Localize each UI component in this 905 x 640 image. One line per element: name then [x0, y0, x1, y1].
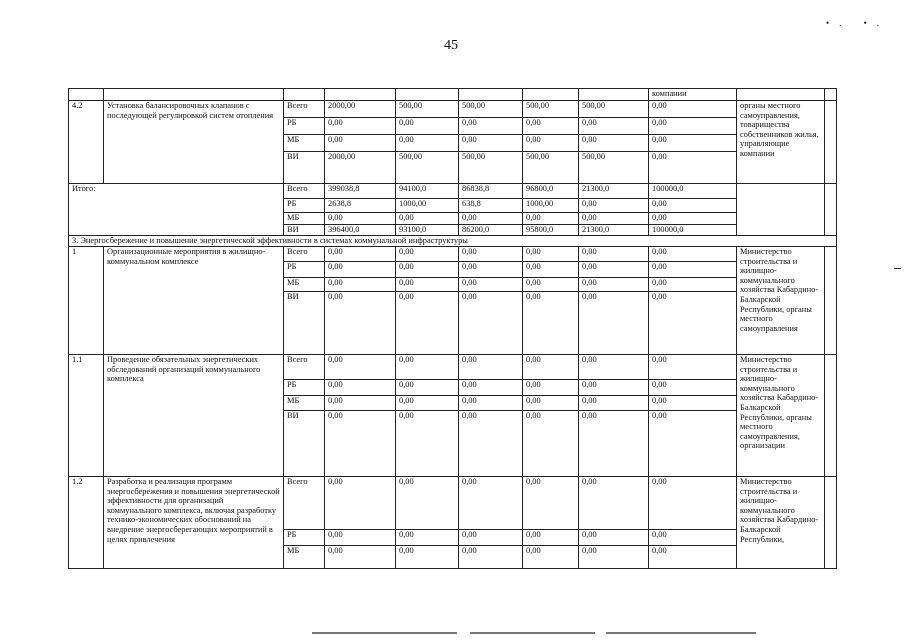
funding-source: МБ	[284, 278, 325, 292]
funding-source: Всего	[284, 247, 325, 262]
amount-cell: 0,00	[325, 262, 396, 278]
funding-source: РБ	[284, 199, 325, 213]
funding-source: МБ	[284, 396, 325, 411]
amount-cell: 0,00	[396, 380, 459, 396]
funding-source: ВИ	[284, 152, 325, 184]
item-number: 1.1	[69, 355, 104, 477]
empty-cell	[104, 89, 284, 101]
item-name: Проведение обязательных энергетических обследований организаций коммунального комплекса	[104, 355, 284, 477]
amount-cell: 0,00	[579, 278, 649, 292]
amount-cell: 0,00	[523, 477, 579, 530]
amount-cell: 0,00	[649, 247, 737, 262]
amount-cell: 0,00	[396, 118, 459, 135]
amount-cell: 500,00	[523, 101, 579, 118]
amount-cell: 0,00	[459, 411, 523, 477]
amount-cell: 0,00	[649, 530, 737, 546]
item-name: Установка балансировочных клапанов с последующей регулировкой систем отопления	[104, 101, 284, 184]
amount-cell: 0,00	[459, 135, 523, 152]
amount-cell: 96800,0	[523, 184, 579, 199]
amount-cell: 396400,0	[325, 225, 396, 236]
corner-marks: •. •.	[826, 18, 890, 28]
amount-cell: 0,00	[523, 135, 579, 152]
page-number: 45	[444, 38, 458, 53]
funding-source: РБ	[284, 118, 325, 135]
empty-cell	[459, 89, 523, 101]
empty-cell	[396, 89, 459, 101]
margin-mark	[894, 268, 901, 269]
amount-cell: 0,00	[579, 247, 649, 262]
amount-cell: 100000,0	[649, 225, 737, 236]
amount-cell: 0,00	[579, 135, 649, 152]
empty-cell	[737, 89, 825, 101]
funding-source: ВИ	[284, 225, 325, 236]
amount-cell: 0,00	[459, 278, 523, 292]
item-number: 1.2	[69, 477, 104, 569]
amount-cell: 0,00	[459, 477, 523, 530]
amount-cell: 0,00	[649, 262, 737, 278]
amount-cell: 0,00	[649, 411, 737, 477]
amount-cell: 0,00	[325, 477, 396, 530]
amount-cell: 94100,0	[396, 184, 459, 199]
amount-cell: 0,00	[649, 380, 737, 396]
funding-source: Всего	[284, 355, 325, 380]
scan-edge-line	[470, 632, 595, 634]
amount-cell: 0,00	[649, 135, 737, 152]
empty-cell	[825, 477, 837, 569]
amount-cell: 0,00	[396, 135, 459, 152]
amount-cell: 86200,0	[459, 225, 523, 236]
amount-cell: 0,00	[396, 530, 459, 546]
scan-edge-line	[606, 632, 756, 634]
amount-cell: 0,00	[523, 262, 579, 278]
funding-source: Всего	[284, 184, 325, 199]
item-number: 1	[69, 247, 104, 355]
amount-cell: 0,00	[523, 355, 579, 380]
amount-cell: 0,00	[396, 278, 459, 292]
amount-cell: 0,00	[649, 355, 737, 380]
amount-cell: 0,00	[396, 292, 459, 355]
amount-cell: 0,00	[649, 292, 737, 355]
funding-source: МБ	[284, 213, 325, 225]
funding-source: РБ	[284, 262, 325, 278]
amount-cell: 0,00	[396, 396, 459, 411]
amount-cell: 500,00	[579, 101, 649, 118]
empty-cell	[825, 89, 837, 101]
table-row	[69, 236, 837, 247]
amount-cell: 0,00	[396, 355, 459, 380]
item-name: Организационные мероприятия в жилищно-коммунальном комплексе	[104, 247, 284, 355]
empty-cell	[825, 355, 837, 477]
executor-cell: Министерство строительства и жилищно-коммунального хозяйства Кабардино-Балкарской Республики, органы местного самоуправления, организации	[737, 355, 825, 477]
amount-cell: 0,00	[579, 396, 649, 411]
amount-cell: 500,00	[459, 101, 523, 118]
amount-cell: 0,00	[649, 199, 737, 213]
amount-cell: 0,00	[396, 247, 459, 262]
table-row	[69, 184, 837, 199]
amount-cell: 500,00	[396, 101, 459, 118]
amount-cell: 0,00	[396, 546, 459, 569]
funding-source: Всего	[284, 477, 325, 530]
amount-cell: 399038,8	[325, 184, 396, 199]
empty-cell	[825, 184, 837, 236]
amount-cell: 0,00	[325, 213, 396, 225]
amount-cell: 0,00	[523, 380, 579, 396]
amount-cell: 0,00	[649, 396, 737, 411]
amount-cell: 0,00	[649, 101, 737, 118]
table-row	[69, 247, 837, 262]
amount-cell: 0,00	[579, 380, 649, 396]
amount-cell: 0,00	[459, 247, 523, 262]
total-label: Итого:	[69, 184, 284, 236]
amount-cell: 0,00	[649, 477, 737, 530]
amount-cell: 0,00	[325, 546, 396, 569]
amount-cell: 0,00	[579, 546, 649, 569]
amount-cell: 0,00	[459, 262, 523, 278]
amount-cell: 0,00	[579, 199, 649, 213]
executor-cell: Министерство строительства и жилищно-коммунального хозяйства Кабардино-Балкарской Республики, органы местного самоуправления	[737, 247, 825, 355]
amount-cell: 0,00	[396, 213, 459, 225]
amount-cell: 0,00	[523, 411, 579, 477]
amount-cell: 86838,8	[459, 184, 523, 199]
amount-cell: 0,00	[523, 213, 579, 225]
amount-cell: 21300,0	[579, 225, 649, 236]
amount-cell: 500,00	[523, 152, 579, 184]
table-row	[69, 355, 837, 380]
empty-cell	[69, 89, 104, 101]
amount-cell: 0,00	[325, 355, 396, 380]
amount-cell: 0,00	[325, 292, 396, 355]
amount-cell: 0,00	[325, 247, 396, 262]
amount-cell: 0,00	[325, 396, 396, 411]
table-row	[69, 101, 837, 118]
program-table	[68, 88, 837, 569]
amount-cell: 93100,0	[396, 225, 459, 236]
amount-cell: 0,00	[523, 546, 579, 569]
item-number: 4.2	[69, 101, 104, 184]
amount-cell: 500,00	[459, 152, 523, 184]
empty-cell	[825, 101, 837, 184]
amount-cell: 0,00	[459, 355, 523, 380]
amount-cell: 0,00	[523, 396, 579, 411]
amount-cell: 0,00	[459, 213, 523, 225]
executor-cell: Министерство строительства и жилищно-коммунального хозяйства Кабардино-Балкарской Республики,	[737, 477, 825, 569]
amount-cell: 0,00	[649, 152, 737, 184]
funding-source: ВИ	[284, 411, 325, 477]
table-body	[69, 89, 837, 569]
amount-cell: 0,00	[459, 530, 523, 546]
section-title: 3. Энергосбережение и повышение энергетической эффективности в системах коммунальной инфраструктуры	[69, 236, 837, 247]
amount-cell: 0,00	[579, 355, 649, 380]
executor-cell: органы местного самоуправления, товарищества собственников жилья, управляющие компании	[737, 101, 825, 184]
amount-cell: 0,00	[523, 278, 579, 292]
amount-cell: 0,00	[523, 292, 579, 355]
empty-cell	[579, 89, 649, 101]
scan-edge-line	[312, 632, 457, 634]
empty-cell	[737, 184, 825, 236]
amount-cell: 0,00	[325, 380, 396, 396]
amount-cell: 0,00	[459, 396, 523, 411]
amount-cell: 0,00	[579, 262, 649, 278]
empty-cell	[825, 247, 837, 355]
amount-cell: 0,00	[396, 411, 459, 477]
amount-cell: 0,00	[459, 118, 523, 135]
amount-cell: 0,00	[579, 292, 649, 355]
table-row	[69, 89, 837, 101]
funding-source: ВИ	[284, 292, 325, 355]
amount-cell: 0,00	[579, 213, 649, 225]
amount-cell: 0,00	[649, 278, 737, 292]
amount-cell: 0,00	[325, 530, 396, 546]
funding-source: Всего	[284, 101, 325, 118]
amount-cell: 2638,8	[325, 199, 396, 213]
funding-source: МБ	[284, 546, 325, 569]
empty-cell	[325, 89, 396, 101]
amount-cell: 0,00	[579, 411, 649, 477]
amount-cell: 0,00	[649, 118, 737, 135]
amount-cell: 0,00	[396, 262, 459, 278]
table-row	[69, 477, 837, 530]
amount-cell: 0,00	[579, 530, 649, 546]
amount-cell: 0,00	[325, 411, 396, 477]
amount-cell: 21300,0	[579, 184, 649, 199]
executor-cell: компании	[649, 89, 737, 101]
amount-cell: 0,00	[649, 546, 737, 569]
amount-cell: 0,00	[325, 118, 396, 135]
funding-source: МБ	[284, 135, 325, 152]
amount-cell: 500,00	[396, 152, 459, 184]
amount-cell: 0,00	[459, 380, 523, 396]
amount-cell: 0,00	[523, 530, 579, 546]
amount-cell: 638,8	[459, 199, 523, 213]
funding-source: РБ	[284, 380, 325, 396]
amount-cell: 0,00	[523, 247, 579, 262]
amount-cell: 0,00	[325, 278, 396, 292]
empty-cell	[523, 89, 579, 101]
amount-cell: 1000,00	[523, 199, 579, 213]
amount-cell: 0,00	[325, 135, 396, 152]
amount-cell: 0,00	[649, 213, 737, 225]
amount-cell: 1000,00	[396, 199, 459, 213]
amount-cell: 2000,00	[325, 152, 396, 184]
amount-cell: 0,00	[459, 292, 523, 355]
amount-cell: 0,00	[579, 477, 649, 530]
amount-cell: 0,00	[523, 118, 579, 135]
amount-cell: 0,00	[396, 477, 459, 530]
amount-cell: 0,00	[459, 546, 523, 569]
amount-cell: 95800,0	[523, 225, 579, 236]
amount-cell: 100000,0	[649, 184, 737, 199]
amount-cell: 500,00	[579, 152, 649, 184]
item-name: Разработка и реализация программ энергосбережения и повышения энергетической эффективности для организаций коммунального комплекса, включая разработку технико-экономических обоснований на внедрение энергосберегающих мероприятий в целях привлечения	[104, 477, 284, 569]
amount-cell: 0,00	[579, 118, 649, 135]
amount-cell: 2000,00	[325, 101, 396, 118]
empty-cell	[284, 89, 325, 101]
funding-source: РБ	[284, 530, 325, 546]
